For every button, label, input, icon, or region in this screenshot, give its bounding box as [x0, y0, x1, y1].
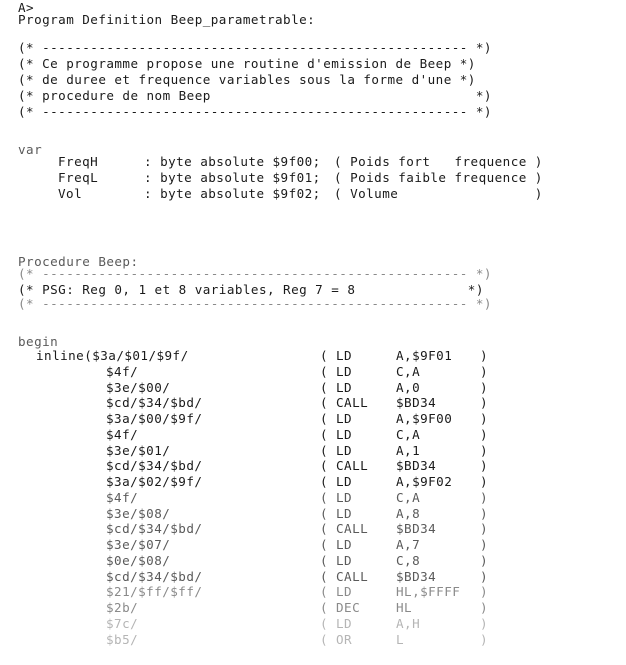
var-comment-vol: ( Volume ) — [334, 186, 543, 201]
proc-comment-rule-bottom: (* ----------------------------------------------------- *) — [18, 296, 492, 311]
asm-comment-open: ( — [320, 552, 329, 568]
asm-comment-open: ( — [320, 489, 329, 505]
asm-comment-close: ) — [480, 615, 489, 631]
var-keyword: var — [18, 142, 43, 157]
asm-comment-open: ( — [320, 521, 329, 537]
asm-comment-open: ( — [320, 584, 329, 600]
asm-comment-close: ) — [480, 379, 489, 395]
asm-comment-open: ( — [320, 442, 329, 458]
asm-comment-close: ) — [480, 568, 489, 584]
asm-comment-close: ) — [480, 584, 489, 600]
asm-comment-open: ( — [320, 568, 329, 584]
asm-comment-open: ( — [320, 458, 329, 474]
asm-mnemonic: LD — [336, 411, 353, 426]
var-name-freql: FreqL — [58, 170, 99, 185]
begin-keyword: begin — [18, 334, 59, 349]
asm-mnemonic: LD — [336, 584, 353, 600]
program-title: Program Definition Beep_parametrable: — [18, 12, 316, 27]
inline-hex-code: $3e/$00/ — [106, 379, 171, 395]
asm-operand: $BD34 — [396, 458, 437, 474]
asm-operand: A,$9F02 — [396, 474, 453, 489]
inline-hex-code: $4f/ — [106, 363, 139, 379]
asm-comment-close: ) — [480, 411, 489, 426]
dos-prompt: A> — [18, 0, 35, 15]
header-comment-rule-top: (* ----------------------------------------------------- *) — [18, 40, 492, 55]
asm-operand: C,A — [396, 426, 421, 442]
asm-operand: C,8 — [396, 552, 421, 568]
asm-operand: C,A — [396, 363, 421, 379]
inline-hex-code: $cd/$34/$bd/ — [106, 458, 203, 474]
inline-hex-code: $3a/$02/$9f/ — [106, 474, 203, 489]
inline-hex-code: $3e/$08/ — [106, 505, 171, 521]
asm-operand: A,7 — [396, 537, 421, 552]
inline-hex-code: $3e/$01/ — [106, 442, 171, 458]
asm-mnemonic: CALL — [336, 568, 369, 584]
inline-hex-code: inline($3a/$01/$9f/ — [36, 348, 189, 363]
asm-comment-close: ) — [480, 348, 489, 363]
inline-hex-code: $b5/ — [106, 631, 139, 647]
asm-operand: A,1 — [396, 442, 421, 458]
asm-mnemonic: LD — [336, 537, 353, 552]
asm-mnemonic: LD — [336, 426, 353, 442]
asm-mnemonic: LD — [336, 552, 353, 568]
asm-comment-close: ) — [480, 552, 489, 568]
asm-mnemonic: LD — [336, 379, 353, 395]
asm-comment-close: ) — [480, 474, 489, 489]
asm-comment-close: ) — [480, 458, 489, 474]
inline-hex-code: $7c/ — [106, 615, 139, 631]
var-decl-freql: : byte absolute $9f01; — [144, 170, 321, 185]
header-comment-line: (* procedure de nom Beep *) — [18, 88, 492, 103]
inline-hex-code: $cd/$34/$bd/ — [106, 521, 203, 537]
asm-operand: $BD34 — [396, 395, 437, 411]
asm-comment-close: ) — [480, 426, 489, 442]
asm-operand: A,$9F00 — [396, 411, 453, 426]
inline-hex-code: $2b/ — [106, 600, 139, 615]
proc-comment-line: (* PSG: Reg 0, 1 et 8 variables, Reg 7 = 8 *) — [18, 282, 484, 297]
asm-comment-close: ) — [480, 395, 489, 411]
asm-mnemonic: LD — [336, 489, 353, 505]
inline-hex-code: $cd/$34/$bd/ — [106, 395, 203, 411]
asm-operand: HL — [396, 600, 413, 615]
asm-mnemonic: OR — [336, 631, 353, 647]
inline-hex-code: $3a/$00/$9f/ — [106, 411, 203, 426]
asm-comment-close: ) — [480, 521, 489, 537]
asm-comment-open: ( — [320, 600, 329, 615]
inline-hex-code: $4f/ — [106, 426, 139, 442]
asm-comment-close: ) — [480, 363, 489, 379]
header-comment-line: (* Ce programme propose une routine d'emission de Beep *) — [18, 56, 476, 71]
asm-comment-open: ( — [320, 395, 329, 411]
asm-comment-open: ( — [320, 411, 329, 426]
asm-comment-open: ( — [320, 379, 329, 395]
asm-comment-close: ) — [480, 505, 489, 521]
asm-comment-close: ) — [480, 600, 489, 615]
asm-mnemonic: CALL — [336, 458, 369, 474]
asm-comment-open: ( — [320, 363, 329, 379]
var-name-freqh: FreqH — [58, 154, 99, 169]
var-decl-freqh: : byte absolute $9f00; — [144, 154, 321, 169]
asm-mnemonic: LD — [336, 474, 353, 489]
asm-comment-open: ( — [320, 631, 329, 647]
var-name-vol: Vol — [58, 186, 83, 201]
asm-operand: HL,$FFFF — [396, 584, 461, 600]
header-comment-line: (* de duree et frequence variables sous la forme d'une *) — [18, 72, 476, 87]
var-comment-freqh: ( Poids fort frequence ) — [334, 154, 543, 169]
asm-comment-open: ( — [320, 537, 329, 552]
inline-hex-code: $0e/$08/ — [106, 552, 171, 568]
asm-operand: $BD34 — [396, 568, 437, 584]
asm-comment-open: ( — [320, 348, 329, 363]
asm-operand: C,A — [396, 489, 421, 505]
asm-mnemonic: LD — [336, 505, 353, 521]
asm-comment-close: ) — [480, 631, 489, 647]
asm-comment-open: ( — [320, 615, 329, 631]
var-decl-vol: : byte absolute $9f02; — [144, 186, 321, 201]
asm-operand: A,$9F01 — [396, 348, 453, 363]
asm-comment-close: ) — [480, 442, 489, 458]
inline-hex-code: $21/$ff/$ff/ — [106, 584, 203, 600]
proc-comment-rule-top: (* ----------------------------------------------------- *) — [18, 266, 492, 281]
var-comment-freql: ( Poids faible frequence ) — [334, 170, 543, 185]
header-comment-rule-bottom: (* ----------------------------------------------------- *) — [18, 104, 492, 119]
asm-mnemonic: CALL — [336, 395, 369, 411]
asm-operand: A,8 — [396, 505, 421, 521]
asm-comment-open: ( — [320, 474, 329, 489]
asm-operand: L — [396, 631, 405, 647]
inline-hex-code: $4f/ — [106, 489, 139, 505]
asm-mnemonic: LD — [336, 363, 353, 379]
asm-mnemonic: CALL — [336, 521, 369, 537]
asm-operand: $BD34 — [396, 521, 437, 537]
asm-comment-close: ) — [480, 489, 489, 505]
asm-mnemonic: DEC — [336, 600, 361, 615]
asm-operand: A,H — [396, 615, 421, 631]
procedure-header: Procedure Beep: — [18, 254, 139, 269]
asm-mnemonic: LD — [336, 442, 353, 458]
asm-mnemonic: LD — [336, 615, 353, 631]
asm-comment-open: ( — [320, 505, 329, 521]
inline-hex-code: $cd/$34/$bd/ — [106, 568, 203, 584]
asm-mnemonic: LD — [336, 348, 353, 363]
asm-operand: A,0 — [396, 379, 421, 395]
asm-comment-close: ) — [480, 537, 489, 552]
asm-comment-open: ( — [320, 426, 329, 442]
inline-hex-code: $3e/$07/ — [106, 537, 171, 552]
